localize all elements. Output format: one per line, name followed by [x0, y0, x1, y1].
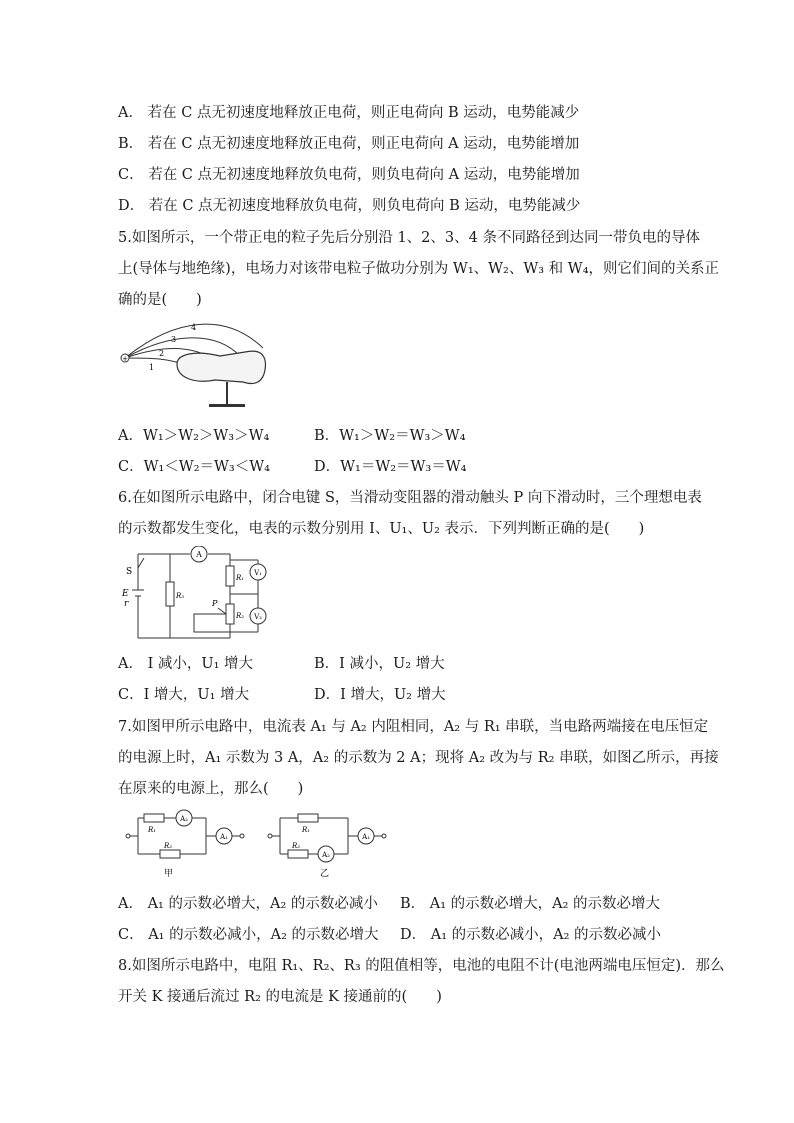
q6-emf-label: E — [122, 589, 129, 599]
q7-option-a: A． A₁ 的示数必增大，A₂ 的示数必减小 — [118, 896, 378, 912]
q5-option-b: B．W₁＞W₂＝W₃＞W₄ — [314, 428, 466, 444]
q6-slider-label: P — [212, 599, 218, 608]
q6-circuit-figure — [118, 546, 276, 644]
q5-stem-line-1: 5.如图所示，一个带正电的粒子先后分别沿 1、2、3、4 条不同路径到达同一带负电的导体 — [118, 230, 700, 246]
q7-yi-a1-label: A₁ — [362, 833, 370, 841]
q5-option-a: A．W₁＞W₂＞W₃＞W₄ — [118, 428, 270, 444]
q7-jia-caption: 甲 — [164, 869, 174, 879]
q4-option-a: A． 若在 C 点无初速度地释放正电荷，则正电荷向 B 运动，电势能减少 — [118, 105, 580, 121]
q6-internal-resistance-label: r — [124, 599, 129, 609]
q7-option-b: B． A₁ 的示数必增大，A₂ 的示数必增大 — [400, 896, 661, 912]
q5-path-label-3: 3 — [171, 335, 177, 344]
q7-circuit-yi — [262, 808, 392, 880]
q4-option-c: C． 若在 C 点无初速度地释放负电荷，则负电荷向 A 运动，电势能增加 — [118, 167, 580, 183]
q6-voltmeter-1-label: V₁ — [254, 569, 262, 577]
q7-option-c: C． A₁ 的示数必减小，A₂ 的示数必增大 — [118, 927, 379, 943]
q7-yi-r1-label: R₁ — [302, 826, 311, 834]
q7-jia-a2-label: A₂ — [180, 815, 188, 823]
q8-stem-line-1: 8.如图所示电路中，电阻 R₁、R₂、R₃ 的阻值相等，电池的电阻不计(电池两端电压恒定)．那么 — [118, 958, 725, 974]
q5-option-c: C．W₁＜W₂＝W₃＜W₄ — [118, 459, 270, 475]
q6-r3-label: R₃ — [176, 592, 185, 600]
q5-path-label-2: 2 — [159, 349, 165, 358]
q6-ammeter-label: A — [196, 550, 202, 559]
q7-circuit-jia — [120, 808, 250, 880]
q6-switch-label: S — [126, 567, 133, 577]
q6-option-c: C．I 增大，U₁ 增大 — [118, 687, 250, 703]
q6-option-a: A． I 减小，U₁ 增大 — [118, 656, 254, 672]
q7-yi-r2-label: R₂ — [292, 842, 301, 850]
q5-stem-line-3: 确的是( ) — [118, 292, 202, 308]
q7-yi-caption: 乙 — [320, 869, 330, 879]
q6-voltmeter-2-label: V₂ — [254, 613, 262, 621]
q7-option-d: D． A₁ 的示数必减小，A₂ 的示数必减小 — [400, 927, 662, 943]
q5-option-d: D．W₁＝W₂＝W₃＝W₄ — [314, 459, 467, 475]
q5-path-label-1: 1 — [149, 363, 155, 372]
q6-r1-label: R₁ — [236, 574, 245, 582]
q6-option-b: B．I 减小，U₂ 增大 — [314, 656, 445, 672]
q7-stem-line-3: 在原来的电源上，那么( ) — [118, 781, 304, 797]
q6-option-d: D．I 增大，U₂ 增大 — [314, 687, 446, 703]
q6-r2-label: R₂ — [236, 612, 245, 620]
q5-stem-line-2: 上(导体与地绝缘)，电场力对该带电粒子做功分别为 W₁、W₂、W₃ 和 W₄，则它们间的关系正 — [118, 261, 720, 277]
q7-yi-a2-label: A₂ — [322, 851, 330, 859]
q7-jia-a1-label: A₁ — [220, 833, 228, 841]
q5-positive-charge: + — [122, 355, 128, 363]
q6-stem-line-2: 的示数都发生变化，电表的示数分别用 I、U₁、U₂ 表示．下列判断正确的是( ) — [118, 521, 645, 537]
q6-stem-line-1: 6.在如图所示电路中，闭合电键 S，当滑动变阻器的滑动触头 P 向下滑动时，三个理想电表 — [118, 490, 702, 506]
q7-jia-r1-label: R₁ — [148, 826, 157, 834]
q4-option-b: B． 若在 C 点无初速度地释放正电荷，则正电荷向 A 运动，电势能增加 — [118, 136, 580, 152]
q4-option-d: D． 若在 C 点无初速度地释放负电荷，则负电荷向 B 运动，电势能减少 — [118, 198, 581, 214]
q8-stem-line-2: 开关 K 接通后流过 R₂ 的电流是 K 接通前的( ) — [118, 989, 442, 1005]
q7-stem-line-1: 7.如图甲所示电路中，电流表 A₁ 与 A₂ 内阻相同，A₂ 与 R₁ 串联，当电路两端接在电压恒定 — [118, 719, 709, 735]
q5-path-label-4: 4 — [191, 323, 197, 332]
q7-jia-r2-label: R₂ — [164, 842, 173, 850]
q7-stem-line-2: 的电源上时，A₁ 示数为 3 A，A₂ 的示数为 2 A；现将 A₂ 改为与 R₂ 串联，如图乙所示，再接 — [118, 750, 719, 766]
q5-conductor-figure — [115, 318, 275, 414]
